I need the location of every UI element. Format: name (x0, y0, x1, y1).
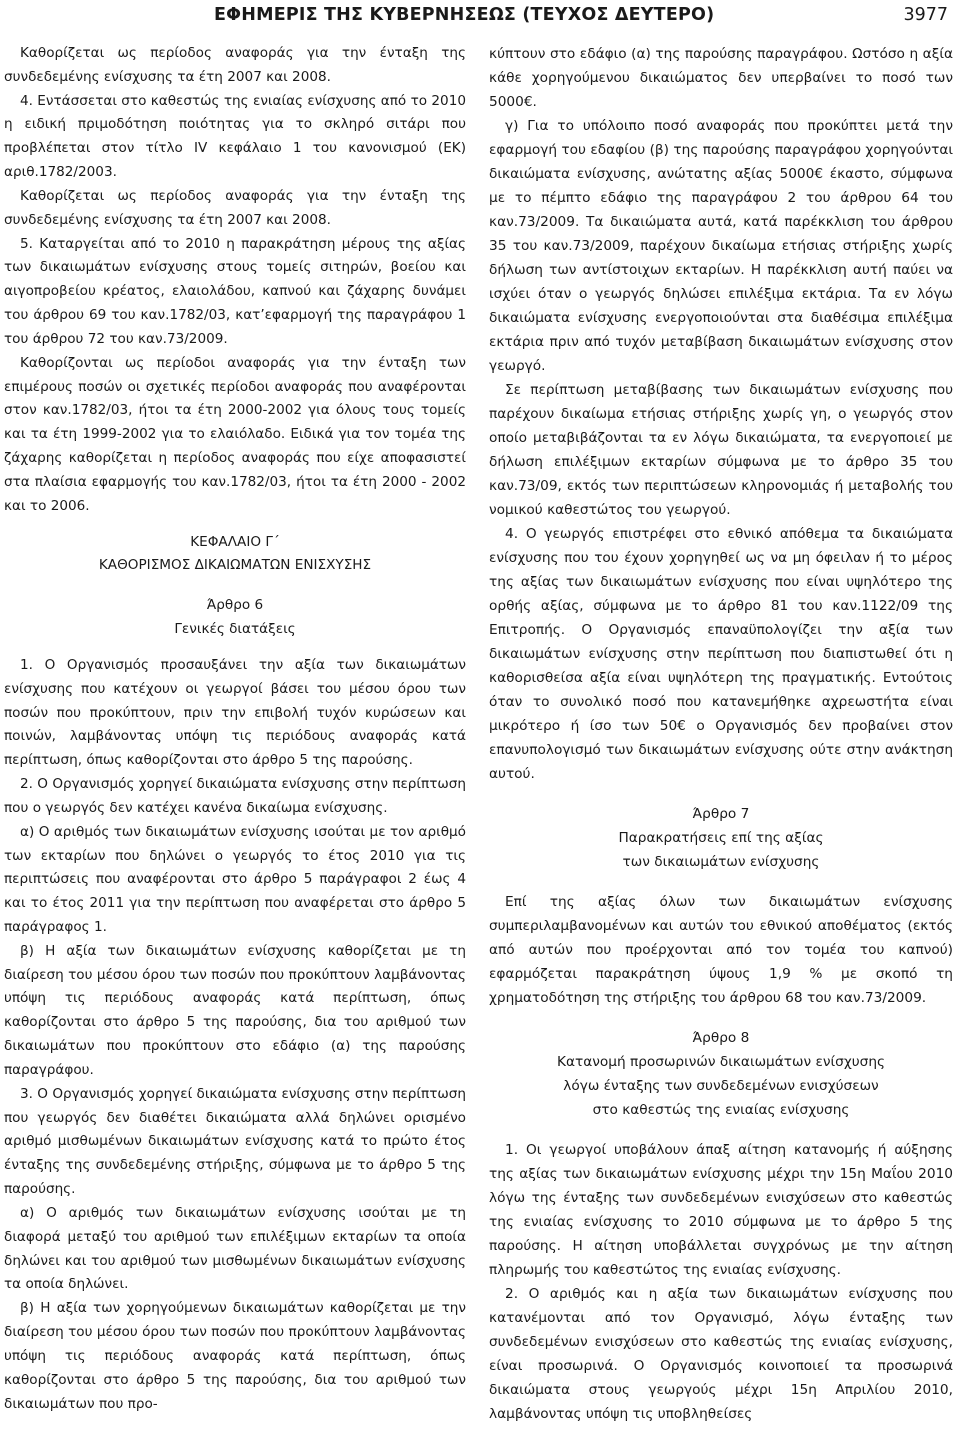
paragraph: Επί της αξίας όλων των δικαιωμάτων ενίσχυσης συμπεριλαμβανομένων και αυτών του εθνικού αποθέματος (εκτός από αυτών που προέρχονται από τον τομέα του καπνού) εφαρμόζεται παρακράτηση ύψους 1,9 % με σκοπό τη χρηματοδότηση της στήριξης του άρθρου 68 του καν.73/2009. (489, 894, 953, 1006)
paragraph: Καθορίζεται ως περίοδος αναφοράς για την ένταξη της συνδεδεμένης ενίσχυσης τα έτη 2007 και 2008. (4, 45, 466, 85)
page-number: 3977 (903, 5, 948, 25)
paragraph: 4. Εντάσσεται στο καθεστώς της ενιαίας ενίσχυσης από το 2010 η ειδική πριμοδότηση ποιότητας για το σκληρό σιτάρι που προβλέπεται στον τίτλο IV κεφάλαιο 1 του κανονισμού (ΕΚ) αριθ.1782/2003. (4, 92, 466, 181)
paragraph: κύπτουν στο εδάφιο (α) της παρούσης παραγράφου. Ωστόσο η αξία κάθε χορηγούμενου δικαιώματος δεν υπερβαίνει το ποσό των 5000€. (489, 46, 953, 110)
paragraph: β) Η αξία των χορηγούμενων δικαιωμάτων καθορίζεται με την διαίρεση του μέσου όρου των ποσών που προκύπτουν λαμβάνοντας υπόψη τις περιόδους αναφοράς κατά περίπτωση, όπως καθορίζονται στο άρθρο 5 της παρούσης, δια του αριθμού των δικαιωμάτων που προ- (4, 1300, 466, 1412)
chapter-title: ΚΑΘΟΡΙΣΜΟΣ ΔΙΚΑΙΩΜΑΤΩΝ ΕΝΙΣΧΥΣΗΣ (98, 557, 372, 574)
paragraph: Καθορίζεται ως περίοδος αναφοράς για την ένταξη της συνδεδεμένης ενίσχυσης τα έτη 2007 και 2008. (4, 187, 466, 228)
paragraph: α) Ο αριθμός των δικαιωμάτων ενίσχυσης ισούται με τον αριθμό των εκταρίων που δηλώνει ο γεωργός το έτος 2010 για τις περιπτώσεις που αναφέρονται στο άρθρο 5 παράγραφοι 2 έως 4 και το έτος 2011 για την περίπτωση που αναφέρεται στο άρθρο 5 παράγραφος 1. (4, 823, 466, 935)
paragraph: 2. Ο αριθμός και η αξία των δικαιωμάτων ενίσχυσης που κατανέμονται από τον Οργανισμό, λόγω ένταξης των συνδεδεμένων ενισχύσεων στο καθεστώς της ενιαίας ενίσχυσης, είναι προσωρινά. Ο Οργανισμός κοινοποιεί τα προσωρινά δικαιώματα στους γεωργούς μέχρι 15η Απριλίου 2010, λαμβάνοντας υπόψη τις υποβληθείσες (489, 1286, 953, 1422)
paragraph: 2. Ο Οργανισμός χορηγεί δικαιώματα ενίσχυσης στην περίπτωση που ο γεωργός δεν κατέχει κανένα δικαίωμα ενίσχυσης. (4, 776, 466, 816)
page-header (0, 0, 960, 32)
paragraph: 5. Καταργείται από το 2010 η παρακράτηση μέρους της αξίας των δικαιωμάτων ενίσχυσης στους τομείς σιτηρών, βοείου και αιγοπροβείου κρέατος, ελαιολάδου, καπνού και ζάχαρης δυνάμει του άρθρου 69 του καν.1782/03, κατ’εφαρμογή της παραγράφου 1 του άρθρου 72 του καν.73/2009. (4, 235, 466, 347)
article-title: λόγω ένταξης των συνδεδεμένων ενισχύσεων (563, 1078, 879, 1094)
paragraph: 4. Ο γεωργός επιστρέφει στο εθνικό απόθεμα τα δικαιώματα ενίσχυσης που του έχουν χορηγηθεί ως να μη όφειλαν ή το μέρος της αξίας των δικαιωμάτων ενίσχυσης που είναι υψηλότερο της ορθής αξίας, σύμφωνα με το άρθρο 81 του καν.1122/09 της Επιτροπής. Ο Οργανισμός επαναϋπολογίζει την αξία των δικαιωμάτων ενίσχυσης στην περίπτωση που διαπιστωθεί ότι η καθορισθείσα αξία είναι υψηλότερη της πραγματικής. Εντούτοις όταν το συνολικό ποσό που κατανεμήθηκε αχρεωστήτα είναι μικρότερο ή ίσο των 50€ ο Οργανισμός δεν προβαίνει στον επανυπολογισμό των δικαιωμάτων ενίσχυσης ούτε στην ανάκτηση αυτού. (489, 526, 953, 782)
paragraph: 1. Οι γεωργοί υποβάλουν άπαξ αίτηση κατανομής ή αύξησης της αξίας των δικαιωμάτων ενίσχυσης μέχρι την 15η Μαΐου 2010 λόγω της ένταξης των συνδεδεμένων ενισχύσεων στο καθεστώς της ενιαίας ενίσχυσης το 2010 σύμφωνα με το άρθρο 5 της παρούσης. Η αίτηση υποβάλλεται συγχρόνως με την αίτηση πληρωμής του καθεστώτος της ενιαίας ενίσχυσης. (489, 1142, 953, 1278)
article-heading: Άρθρο 7 (692, 806, 750, 822)
article-heading: Άρθρο 8 (692, 1030, 750, 1046)
paragraph: α) Ο αριθμός των δικαιωμάτων ενίσχυσης ισούται με τη διαφορά μεταξύ του αριθμού των επιλέξιμων εκταρίων τα οποία δηλώνει και του αριθμού των μισθωμένων δικαιωμάτων ενίσχυσης τα οποία δηλώνει. (4, 1204, 466, 1293)
paragraph: 1. Ο Οργανισμός προσαυξάνει την αξία των δικαιωμάτων ενίσχυσης που κατέχουν οι γεωργοί βάσει του μέσου όρου των ποσών που προκύπτουν, πριν την επιβολή τυχόν κυρώσεων και ποινών, λαμβάνοντας υπόψη τις περιόδους αναφοράς κατά περίπτωση, όπως καθορίζονται στο άρθρο 5 της παρούσης. (4, 656, 466, 769)
article-title: Κατανομή προσωρινών δικαιωμάτων ενίσχυσης (556, 1054, 886, 1070)
gazette-title: ΕΦΗΜΕΡΙΣ ΤΗΣ ΚΥΒΕΡΝΗΣΕΩΣ (ΤΕΥΧΟΣ ΔΕΥΤΕΡΟ) (214, 5, 715, 25)
article-title: των δικαιωμάτων ενίσχυσης (622, 854, 820, 870)
article-title: Παρακρατήσεις επί της αξίας (618, 830, 824, 846)
left-column (4, 42, 466, 1416)
paragraph: 3. Ο Οργανισμός χορηγεί δικαιώματα ενίσχυσης στην περίπτωση που γεωργός δεν διαθέτει δικαιώματα αλλά δηλώνει ορισμένο αριθμό μισθωμένων δικαιωμάτων ενίσχυσης κατά το πρώτο έτος ένταξης της συνδεδεμένης στήριξης, σύμφωνα με το άρθρο 5 της παρούσης. (4, 1085, 466, 1198)
paragraph: β) Η αξία των δικαιωμάτων ενίσχυσης καθορίζεται με τη διαίρεση του μέσου όρου των ποσών που προκύπτουν λαμβάνοντας υπόψη τις περιόδους αναφοράς κατά περίπτωση, όπως καθορίζονται στο άρθρο 5 της παρούσης, δια του αριθμού των δικαιωμάτων που προκύπτουν στο εδάφιο (α) της παρούσης παραγράφου. (4, 942, 466, 1078)
chapter-heading: ΚΕΦΑΛΑΙΟ Γ΄ (190, 533, 280, 550)
article-title: στο καθεστώς της ενιαίας ενίσχυσης (592, 1102, 850, 1118)
article-title: Γενικές διατάξεις (174, 621, 296, 638)
paragraph: Καθορίζονται ως περίοδοι αναφοράς για την ένταξη των επιμέρους ποσών οι σχετικές περίοδοι αναφοράς που αναφέρονται στον καν.1782/03, ήτοι τα έτη 2000-2002 για όλους τους τομείς και τα έτη 1999-2002 για το ελαιόλαδο. Ειδικά για τον τομέα της ζάχαρης καθορίζεται η περίοδος αναφοράς που είχε αποφασιστεί στα πλαίσια εφαρμογής του καν.1782/03, ήτοι τα έτη 2000 - 2002 και το 2006. (4, 354, 466, 514)
paragraph: Σε περίπτωση μεταβίβασης των δικαιωμάτων ενίσχυσης που παρέχουν δικαίωμα ετήσιας στήριξης χωρίς γη, ο γεωργός στον οποίο μεταβιβάζονται τα εν λόγω δικαιώματα, τα ενεργοποιεί με δήλωση επιλέξιμων εκταρίων σύμφωνα με το άρθρο 35 του καν.73/09, εκτός των περιπτώσεων κληρονομιάς ή μεταβολής του νομικού καθεστώτος του γεωργού. (489, 382, 953, 518)
paragraph: γ) Για το υπόλοιπο ποσό αναφοράς που προκύπτει μετά την εφαρμογή του εδαφίου (β) της παρούσης παραγράφου χορηγούνται δικαιώματα ενίσχυσης, ανώτατης αξίας 5000€ έκαστο, σύμφωνα με το πέμπτο εδάφιο της παραγράφου 2 του άρθρου 64 του καν.73/2009. Τα δικαιώματα αυτά, κατά παρέκκλιση του άρθρου 35 του καν.73/2009, παρέχουν δικαίωμα ετήσιας στήριξης χωρίς δήλωση των αντίστοιχων εκταρίων. Η παρέκκλιση αυτή παύει να ισχύει όταν ο γεωργός δηλώσει επιλέξιμα εκτάρια. Τα εν λόγω δικαιώματα ενίσχυσης ενεργοποιούνται στα διαθέσιμα επιλέξιμα εκτάρια πριν από τυχόν μεταβίβαση δικαιωμάτων ενίσχυσης στον γεωργό. (489, 118, 953, 374)
right-column (489, 42, 953, 1426)
article-heading: Άρθρο 6 (206, 597, 264, 614)
